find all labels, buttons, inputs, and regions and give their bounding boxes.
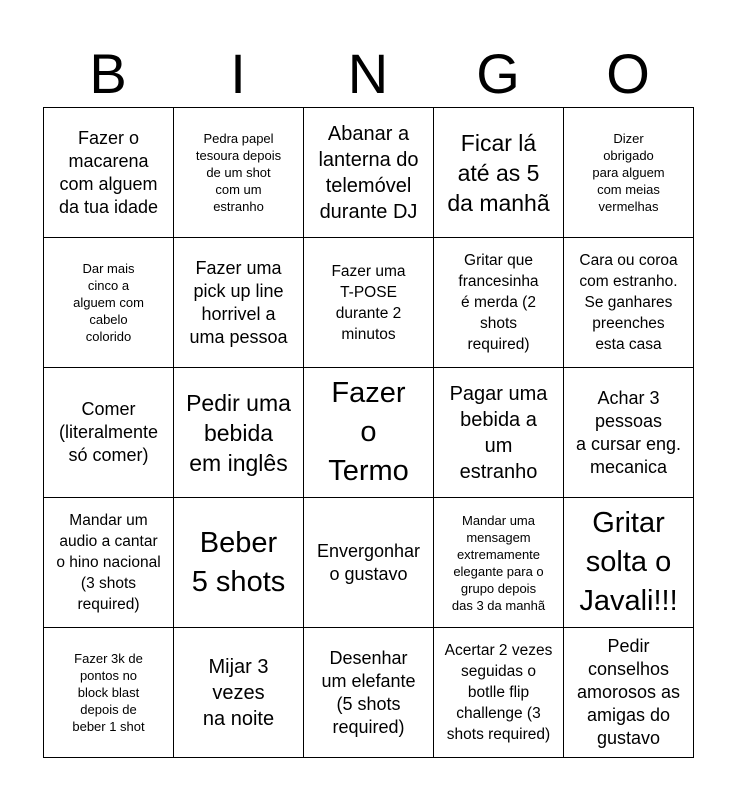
cell-text: Mandar uma mensagem extremamente elegante para o grupo depois das 3 da manhã (451, 512, 546, 613)
cell-text: Pedir conselhos amorosos as amigas do gustavo (576, 636, 681, 748)
bingo-cell[interactable] (564, 628, 694, 758)
cell-text: Fazer uma pick up line horrivel a uma pessoa (189, 257, 288, 347)
cell-text: Pedir uma bebida em inglês (186, 389, 291, 476)
bingo-cell[interactable] (174, 628, 304, 758)
cell-text: Comer (literalmente só comer) (58, 399, 159, 465)
bingo-cell[interactable] (564, 238, 694, 368)
bingo-cell[interactable] (44, 628, 174, 758)
bingo-cell[interactable] (564, 498, 694, 628)
cell-text: Pagar uma bebida a um estranho (449, 382, 548, 483)
bingo-cell[interactable] (564, 108, 694, 238)
bingo-cell[interactable] (564, 368, 694, 498)
bingo-cell[interactable] (434, 238, 564, 368)
header-letter-i: I (230, 42, 246, 105)
cell-text: Fazer o macarena com alguem da tua idade (58, 127, 159, 217)
cell-text: Acertar 2 vezes seguidas o botlle flip challenge (3 shots required) (444, 642, 553, 743)
bingo-header (43, 40, 693, 108)
cell-text: Envergonhar o gustavo (316, 540, 421, 584)
header-letter-b: B (89, 42, 127, 105)
bingo-cell[interactable] (44, 108, 174, 238)
cell-text: Dizer obrigado para alguem com meias vermelhas (592, 131, 665, 214)
bingo-cell[interactable] (44, 498, 174, 628)
bingo-board (43, 107, 694, 758)
bingo-cell[interactable] (174, 498, 304, 628)
bingo-cell[interactable] (304, 498, 434, 628)
cell-text: Gritar que francesinha é merda (2 shots required) (458, 252, 539, 353)
bingo-cell[interactable] (44, 368, 174, 498)
bingo-cell[interactable] (304, 628, 434, 758)
cell-text: Abanar a lanterna do telemóvel durante DJ (318, 122, 419, 223)
free-space-cell[interactable] (304, 368, 434, 498)
bingo-cell[interactable] (434, 498, 564, 628)
bingo-cell[interactable] (304, 108, 434, 238)
header-letter-n: N (347, 42, 389, 105)
bingo-cell[interactable] (44, 238, 174, 368)
cell-text: Dar mais cinco a alguem com cabelo colorido (73, 261, 144, 344)
bingo-cell[interactable] (434, 628, 564, 758)
bingo-cell[interactable] (304, 238, 434, 368)
cell-text: Mandar um audio a cantar o hino nacional (3 shots required) (56, 512, 161, 613)
cell-text: Cara ou coroa com estranho. Se ganhares preenches esta casa (579, 252, 678, 353)
bingo-cell[interactable] (174, 238, 304, 368)
cell-text: Achar 3 pessoas a cursar eng. mecanica (575, 387, 682, 477)
bingo-cell[interactable] (174, 108, 304, 238)
cell-text: Fazer uma T-POSE durante 2 minutos (331, 262, 406, 343)
cell-text: Fazer o Termo (328, 377, 409, 487)
cell-text: Mijar 3 vezes na noite (202, 655, 275, 730)
header-letter-g: G (476, 42, 520, 105)
bingo-cell[interactable] (174, 368, 304, 498)
cell-text: Fazer 3k de pontos no block blast depois de beber 1 shot (72, 651, 145, 734)
bingo-cell[interactable] (434, 368, 564, 498)
header-letter-o: O (606, 42, 650, 105)
cell-text: Beber 5 shots (191, 526, 286, 598)
cell-text: Gritar solta o Javali!!! (579, 507, 678, 617)
cell-text: Pedra papel tesoura depois de um shot com um estranho (195, 131, 282, 214)
cell-text: Ficar lá até as 5 da manhã (447, 129, 550, 216)
bingo-cell[interactable] (434, 108, 564, 238)
cell-text: Desenhar um elefante (5 shots required) (321, 647, 416, 737)
